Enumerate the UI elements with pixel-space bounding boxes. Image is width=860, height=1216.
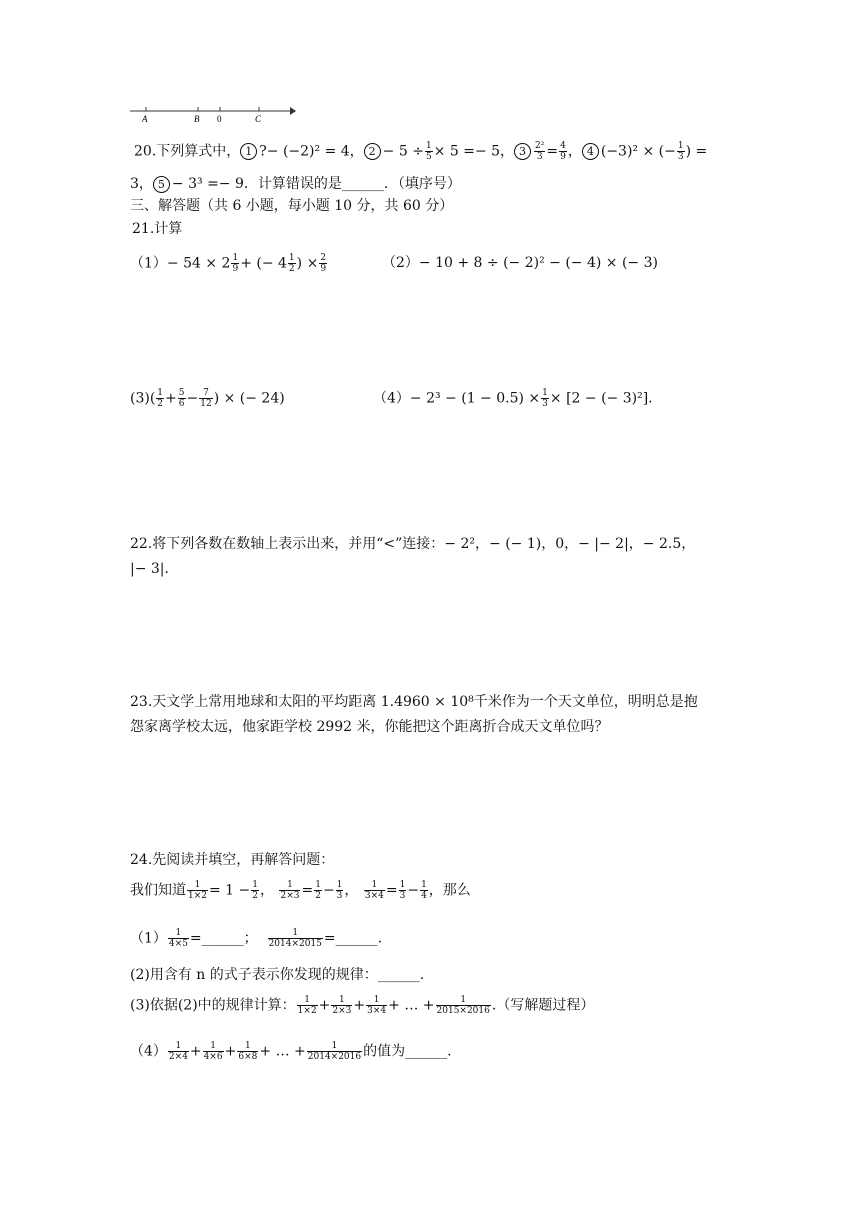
point-label-c: C bbox=[255, 114, 262, 124]
q24-known: 我们知道 $\frac{1}{1\times 2}$ = 1 − $\frac{1}{2}$ ， $\frac{1}{2\times 3}$ = $\frac{1}{2}$ − $\frac{1}{3}$ ， $\frac{1}{3\times 4}$ = $\frac{1}{3}$ − $\frac{1}{4}$ ，那么 bbox=[130, 880, 471, 901]
fraction: $\frac{1}{9}$ bbox=[232, 253, 239, 274]
fraction: $\frac{1}{3\times 4}$ bbox=[367, 995, 387, 1016]
circled-number-1: 1 bbox=[240, 143, 257, 160]
fraction: $\frac{1}{3}$ bbox=[542, 388, 548, 409]
fraction: $\frac{1}{4\times 6}$ bbox=[203, 1041, 223, 1062]
fraction: $\frac{1}{3}$ bbox=[677, 141, 684, 162]
fraction: $\frac{1}{4\times 5}$ bbox=[168, 928, 188, 949]
fraction: $\frac{1}{1\times 2}$ bbox=[297, 995, 317, 1016]
q21-part1: （1）− 54 × 2 $\frac{1}{9}$ + (− 4 $\frac{1}{2}$ ) × $\frac{2}{9}$ bbox=[130, 253, 327, 274]
fraction: $\frac{1}{2\times 3}$ bbox=[332, 995, 352, 1016]
q20-line2: 3， 5 − 3³ =− 9．计算错误的是______．（填序号） bbox=[130, 176, 461, 192]
q23-line2: 怨家离学校太远，他家距学校 2992 米，你能把这个距离折合成天文单位吗？ bbox=[130, 719, 609, 735]
fraction: $\frac{1}{2015\times 2016}$ bbox=[436, 995, 490, 1016]
number-line bbox=[128, 104, 298, 124]
fraction: $\frac{1}{2\times 3}$ bbox=[280, 880, 300, 901]
fraction: $\frac{1}{2}$ bbox=[157, 388, 164, 409]
q22-line2: |− 3|. bbox=[130, 561, 169, 577]
q23-line1: 23.天文学上常用地球和太阳的平均距离 1.4960 × 10⁸千米作为一个天文单位，明明总是抱 bbox=[130, 694, 698, 710]
fraction: $\frac{4}{9}$ bbox=[560, 141, 566, 162]
q21-part4: （4）− 2³ − (1 − 0.5) × $\frac{1}{3}$ × [2 − (− 3)²]. bbox=[373, 388, 653, 409]
circled-number-4: 4 bbox=[582, 143, 599, 160]
fraction: $\frac{1}{4}$ bbox=[421, 880, 427, 901]
circled-number-3: 3 bbox=[514, 143, 531, 160]
fraction: $\frac{\text{2²}}{3}$ bbox=[535, 141, 545, 162]
point-label-zero: 0 bbox=[217, 114, 222, 124]
circled-number-2: 2 bbox=[364, 143, 381, 160]
fraction: $\frac{1}{5}$ bbox=[425, 141, 432, 162]
fraction: $\frac{1}{3}$ bbox=[336, 880, 343, 901]
fraction: $\frac{7}{12}$ bbox=[200, 388, 212, 409]
q24-part3: (3)依据(2)中的规律计算： $\frac{1}{1\times 2}$ + $\frac{1}{2\times 3}$ + $\frac{1}{3\times 4}$ + … + $\frac{1}{2015\times 2016}$ .（写解题过程） bbox=[130, 995, 595, 1016]
fraction: $\frac{1}{2}$ bbox=[252, 880, 259, 901]
fraction: $\frac{1}{2014\times 2016}$ bbox=[307, 1041, 362, 1062]
fraction: $\frac{1}{2}$ bbox=[288, 253, 295, 274]
section-heading: 三、解答题（共 6 小题，每小题 10 分，共 60 分） bbox=[130, 198, 454, 214]
q21-title: 21.计算 bbox=[132, 221, 183, 237]
q20-line1: 20.下列算式中， 1 ?− (−2)² = 4， 2 − 5 ÷ $\frac{1}{5}$ × 5 =− 5， 3 $\frac{\text{2²}}{3}$ = $\frac{4}{9}$ ， 4 (−3)² × (− $\frac{1}{3}$ ) = bbox=[134, 141, 708, 162]
fraction: $\frac{1}{3}$ bbox=[399, 880, 406, 901]
point-label-b: B bbox=[194, 114, 200, 124]
fraction: $\frac{1}{1\times 2}$ bbox=[188, 880, 207, 901]
q21-part3: (3)( $\frac{1}{2}$ + $\frac{5}{6}$ − $\frac{7}{12}$ ) × (− 24) bbox=[130, 388, 285, 409]
circled-number-5: 5 bbox=[153, 176, 170, 193]
q24-part2: (2)用含有 n 的式子表示你发现的规律：______. bbox=[130, 967, 425, 983]
fraction: $\frac{1}{6\times 8}$ bbox=[238, 1041, 258, 1062]
fraction: $\frac{1}{2}$ bbox=[315, 880, 321, 901]
q24-part4: （4） $\frac{1}{2\times 4}$ + $\frac{1}{4\times 6}$ + $\frac{1}{6\times 8}$ + … + $\frac{1}{2014\times 2016}$ 的值为______. bbox=[130, 1041, 452, 1062]
q24-title: 24.先阅读并填空，再解答问题： bbox=[130, 852, 335, 868]
point-label-a: A bbox=[142, 114, 148, 124]
fraction: $\frac{1}{2014\times 2015}$ bbox=[268, 928, 322, 949]
fraction: $\frac{2}{9}$ bbox=[320, 253, 327, 274]
q24-part1: （1） $\frac{1}{4\times 5}$ =______； $\frac{1}{2014\times 2015}$ =______. bbox=[130, 928, 383, 949]
q22-line1: 22.将下列各数在数轴上表示出来，并用“<”连接：− 2²，− (− 1)，0，− |− 2|，− 2.5， bbox=[130, 536, 696, 552]
fraction: $\frac{5}{6}$ bbox=[178, 388, 185, 409]
q21-part2: （2）− 10 + 8 ÷ (− 2)² − (− 4) × (− 3) bbox=[382, 255, 658, 271]
fraction: $\frac{1}{3\times 4}$ bbox=[364, 880, 384, 901]
fraction: $\frac{1}{2\times 4}$ bbox=[168, 1041, 188, 1062]
